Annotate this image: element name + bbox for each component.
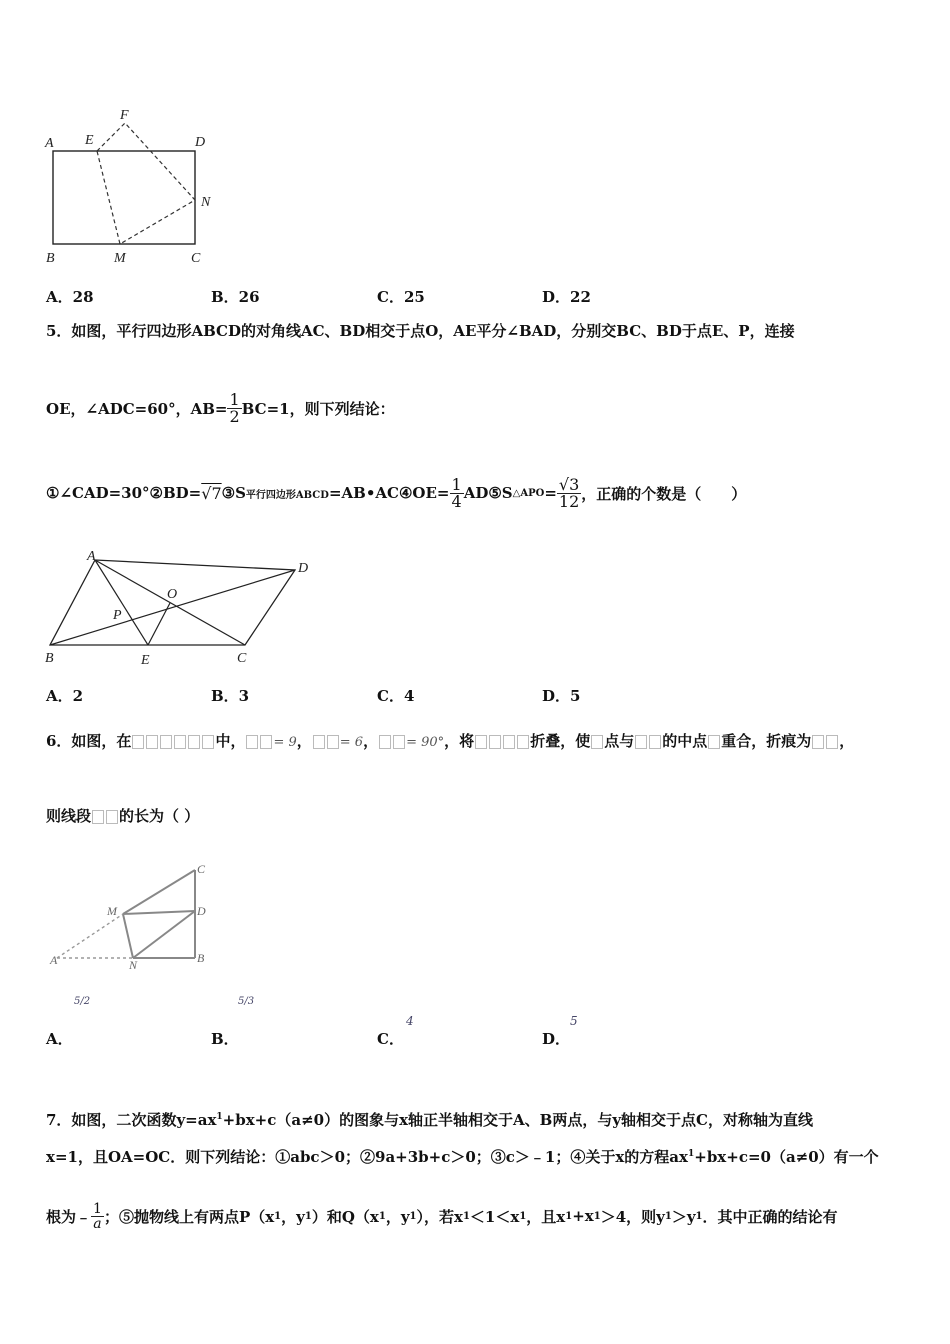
fraction-1-over-a: $\frac{1}{a}$ bbox=[93, 1200, 102, 1232]
label-b: B bbox=[45, 651, 54, 666]
side-cm bbox=[123, 870, 195, 914]
q7-line2b: +bx+c=0（a≠0）有一个 bbox=[694, 1148, 879, 1166]
q6-option-d[interactable]: D． bbox=[542, 1030, 571, 1048]
q7-line3d: ）和Q（x bbox=[311, 1207, 379, 1226]
missing-glyph bbox=[517, 735, 529, 749]
sub: 1 bbox=[593, 1210, 601, 1222]
label-b: B bbox=[46, 251, 55, 266]
q6-eq-2: = 6 bbox=[339, 735, 364, 750]
q7-line2 bbox=[46, 1146, 879, 1167]
q4-option-c[interactable]: C．25 bbox=[377, 288, 425, 306]
q5-line2-a: OE，∠ADC=60°，AB= bbox=[46, 399, 228, 418]
segment-nd bbox=[133, 911, 195, 958]
missing-glyph bbox=[591, 735, 603, 749]
label-c: C bbox=[191, 251, 201, 266]
q6-line2b: 的长为（ ） bbox=[119, 807, 200, 825]
q6-p7: 重合，折痕为 bbox=[721, 732, 812, 750]
sub: 1 bbox=[462, 1210, 470, 1222]
label-m: M bbox=[107, 904, 117, 918]
q7-line3e: ），若x bbox=[416, 1207, 463, 1226]
sub: 1 bbox=[565, 1210, 573, 1222]
q5-option-a[interactable]: A．2 bbox=[46, 687, 84, 705]
q6-eq-3: = 90° bbox=[406, 735, 445, 750]
q7-sup: 1 bbox=[687, 1149, 695, 1159]
label-d: D bbox=[298, 561, 309, 576]
q6-option-c[interactable]: C． bbox=[377, 1030, 404, 1048]
missing-glyph bbox=[635, 735, 647, 749]
q5-conclusion-3b: =AB•AC④OE= bbox=[328, 484, 450, 502]
q6-p6: 的中点 bbox=[662, 732, 708, 750]
q4-option-d[interactable]: D．22 bbox=[542, 288, 591, 306]
q6-option-b-value: 5/3 bbox=[238, 996, 255, 1007]
label-e: E bbox=[85, 133, 94, 148]
q6-option-a-value: 5/2 bbox=[74, 996, 91, 1007]
sqrt-7: √7 bbox=[201, 483, 222, 503]
label-a: A bbox=[45, 136, 54, 151]
sub: 1 bbox=[274, 1210, 282, 1222]
q7-line1a: 7．如图，二次函数y=ax bbox=[46, 1111, 217, 1129]
missing-glyph bbox=[146, 735, 158, 749]
label-c: C bbox=[237, 651, 247, 666]
label-n: N bbox=[129, 958, 138, 972]
q6-line1: 6．如图，在 中， = 9， = 6， = 90°，将 折叠，使 点与 的中点 重合，折痕为 ， bbox=[46, 732, 855, 750]
segment-md bbox=[123, 911, 195, 914]
label-a: A bbox=[50, 953, 58, 967]
fraction-half: $\frac{1}{2}$ bbox=[229, 389, 240, 426]
q7-sup: 1 bbox=[216, 1112, 223, 1122]
q6-eq-1: = 9 bbox=[273, 735, 297, 750]
missing-glyph bbox=[188, 735, 200, 749]
missing-glyph bbox=[649, 735, 661, 749]
q7-line3b: ；⑤抛物线上有两点P（x bbox=[103, 1207, 275, 1226]
missing-glyph bbox=[812, 735, 824, 749]
missing-glyph bbox=[174, 735, 186, 749]
q5-conclusion-3: ③S bbox=[221, 484, 246, 502]
q6-option-b[interactable]: B． bbox=[211, 1030, 239, 1048]
sub: 1 bbox=[664, 1210, 672, 1222]
missing-glyph bbox=[132, 735, 144, 749]
q5-c3-subscript: 平行四边形ABCD bbox=[245, 489, 329, 501]
q5-c5-subscript: △APO bbox=[512, 487, 545, 499]
missing-glyph bbox=[489, 735, 501, 749]
fraction-sqrt3-12: $\frac{√3}{12}$ bbox=[558, 474, 580, 511]
q7-line3j: ＞y bbox=[671, 1207, 696, 1226]
parallelogram-abcd bbox=[50, 560, 295, 645]
q6-option-c-value: 4 bbox=[406, 1014, 414, 1028]
missing-glyph bbox=[708, 735, 720, 749]
missing-glyph bbox=[246, 735, 258, 749]
missing-glyph bbox=[260, 735, 272, 749]
q5-conclusions bbox=[46, 466, 746, 520]
q6-line2a: 则线段 bbox=[46, 807, 92, 825]
segment-mn bbox=[123, 914, 133, 958]
diagonal-bd bbox=[50, 570, 295, 645]
dashed-am bbox=[57, 914, 123, 958]
label-n: N bbox=[201, 195, 211, 210]
missing-glyph bbox=[92, 810, 104, 824]
sub: 1 bbox=[304, 1210, 312, 1222]
q7-line3c: ，y bbox=[281, 1207, 305, 1226]
label-d: D bbox=[195, 135, 206, 150]
label-p: P bbox=[113, 608, 122, 623]
q7-line3a: 根为﹣ bbox=[46, 1207, 92, 1226]
q6-option-d-value: 5 bbox=[570, 1014, 578, 1028]
missing-glyph bbox=[826, 735, 838, 749]
q7-line3g: ，且x bbox=[526, 1207, 566, 1226]
missing-glyph bbox=[106, 810, 118, 824]
figure-rectangle-fold bbox=[40, 100, 230, 270]
figure-parallelogram bbox=[40, 545, 320, 670]
segment-oe bbox=[148, 603, 170, 645]
q7-line3k: ．其中正确的结论有 bbox=[702, 1207, 838, 1226]
missing-glyph bbox=[503, 735, 515, 749]
q5-conclusion-4b: AD⑤S bbox=[463, 484, 513, 502]
q7-line2a: x=1，且OA=OC．则下列结论：①abc＞0；②9a+3b+c＞0；③c＞﹣1；④关于x的方程ax bbox=[46, 1148, 688, 1166]
q5-option-c[interactable]: C．4 bbox=[377, 687, 415, 705]
q7-line1 bbox=[46, 1109, 813, 1130]
label-d: D bbox=[197, 904, 206, 918]
sub: 1 bbox=[519, 1210, 527, 1222]
label-a: A bbox=[87, 549, 96, 564]
sub: 1 bbox=[695, 1210, 703, 1222]
label-f: F bbox=[120, 108, 129, 123]
fraction-quarter: $\frac{1}{4}$ bbox=[451, 474, 462, 511]
label-m: M bbox=[114, 251, 126, 266]
label-b: B bbox=[197, 951, 205, 965]
missing-glyph bbox=[313, 735, 325, 749]
missing-glyph bbox=[379, 735, 391, 749]
diagonal-ac bbox=[95, 560, 245, 645]
missing-glyph bbox=[202, 735, 214, 749]
missing-glyph bbox=[327, 735, 339, 749]
q6-p5: 点与 bbox=[604, 732, 635, 750]
sub: 1 bbox=[409, 1210, 417, 1222]
q6-option-a[interactable]: A． bbox=[46, 1030, 73, 1048]
q7-line3f: ＜1＜x bbox=[469, 1207, 520, 1226]
label-o: O bbox=[167, 587, 178, 602]
missing-glyph bbox=[475, 735, 487, 749]
q5-line2 bbox=[46, 384, 395, 432]
q7-line3i: ＞4，则y bbox=[600, 1207, 665, 1226]
rectangle-abcd bbox=[53, 151, 195, 244]
q5-conclusion-1-2: ①∠CAD=30°②BD= bbox=[46, 484, 202, 502]
fold-dashed-lines bbox=[97, 123, 195, 244]
q5-option-b[interactable]: B．3 bbox=[211, 687, 250, 705]
q6-p2: 中， bbox=[215, 732, 246, 750]
sub: 1 bbox=[378, 1210, 386, 1222]
q6-p4: 折叠，使 bbox=[530, 732, 591, 750]
label-e: E bbox=[141, 653, 150, 668]
figure-triangle-fold bbox=[45, 858, 225, 973]
q6-p1: 6．如图，在 bbox=[46, 732, 132, 750]
q7-line3c: ，y bbox=[385, 1207, 410, 1226]
q5-tail: ，正确的个数是（ ） bbox=[581, 484, 747, 503]
q5-line1: 5．如图，平行四边形ABCD的对角线AC、BD相交于点O，AE平分∠BAD，分别交BC、BD于点E、P，连接 bbox=[46, 322, 795, 340]
q5-option-d[interactable]: D．5 bbox=[542, 687, 581, 705]
q4-option-b[interactable]: B．26 bbox=[211, 288, 260, 306]
q7-line3 bbox=[46, 1192, 838, 1240]
label-c: C bbox=[197, 862, 206, 876]
bisector-ae bbox=[95, 560, 148, 645]
q6-p3: ，将 bbox=[444, 732, 475, 750]
q6-line2 bbox=[46, 805, 199, 826]
missing-glyph bbox=[393, 735, 405, 749]
q5-line2-b: BC=1，则下列结论： bbox=[241, 399, 395, 418]
missing-glyph bbox=[160, 735, 172, 749]
q7-line1b: +bx+c（a≠0）的图象与x轴正半轴相交于A、B两点，与y轴相交于点C，对称轴为直线 bbox=[222, 1111, 813, 1129]
q4-option-a[interactable]: A．28 bbox=[46, 288, 94, 306]
q7-line3h: +x bbox=[572, 1207, 594, 1225]
q5-c5-eq: = bbox=[544, 484, 557, 502]
